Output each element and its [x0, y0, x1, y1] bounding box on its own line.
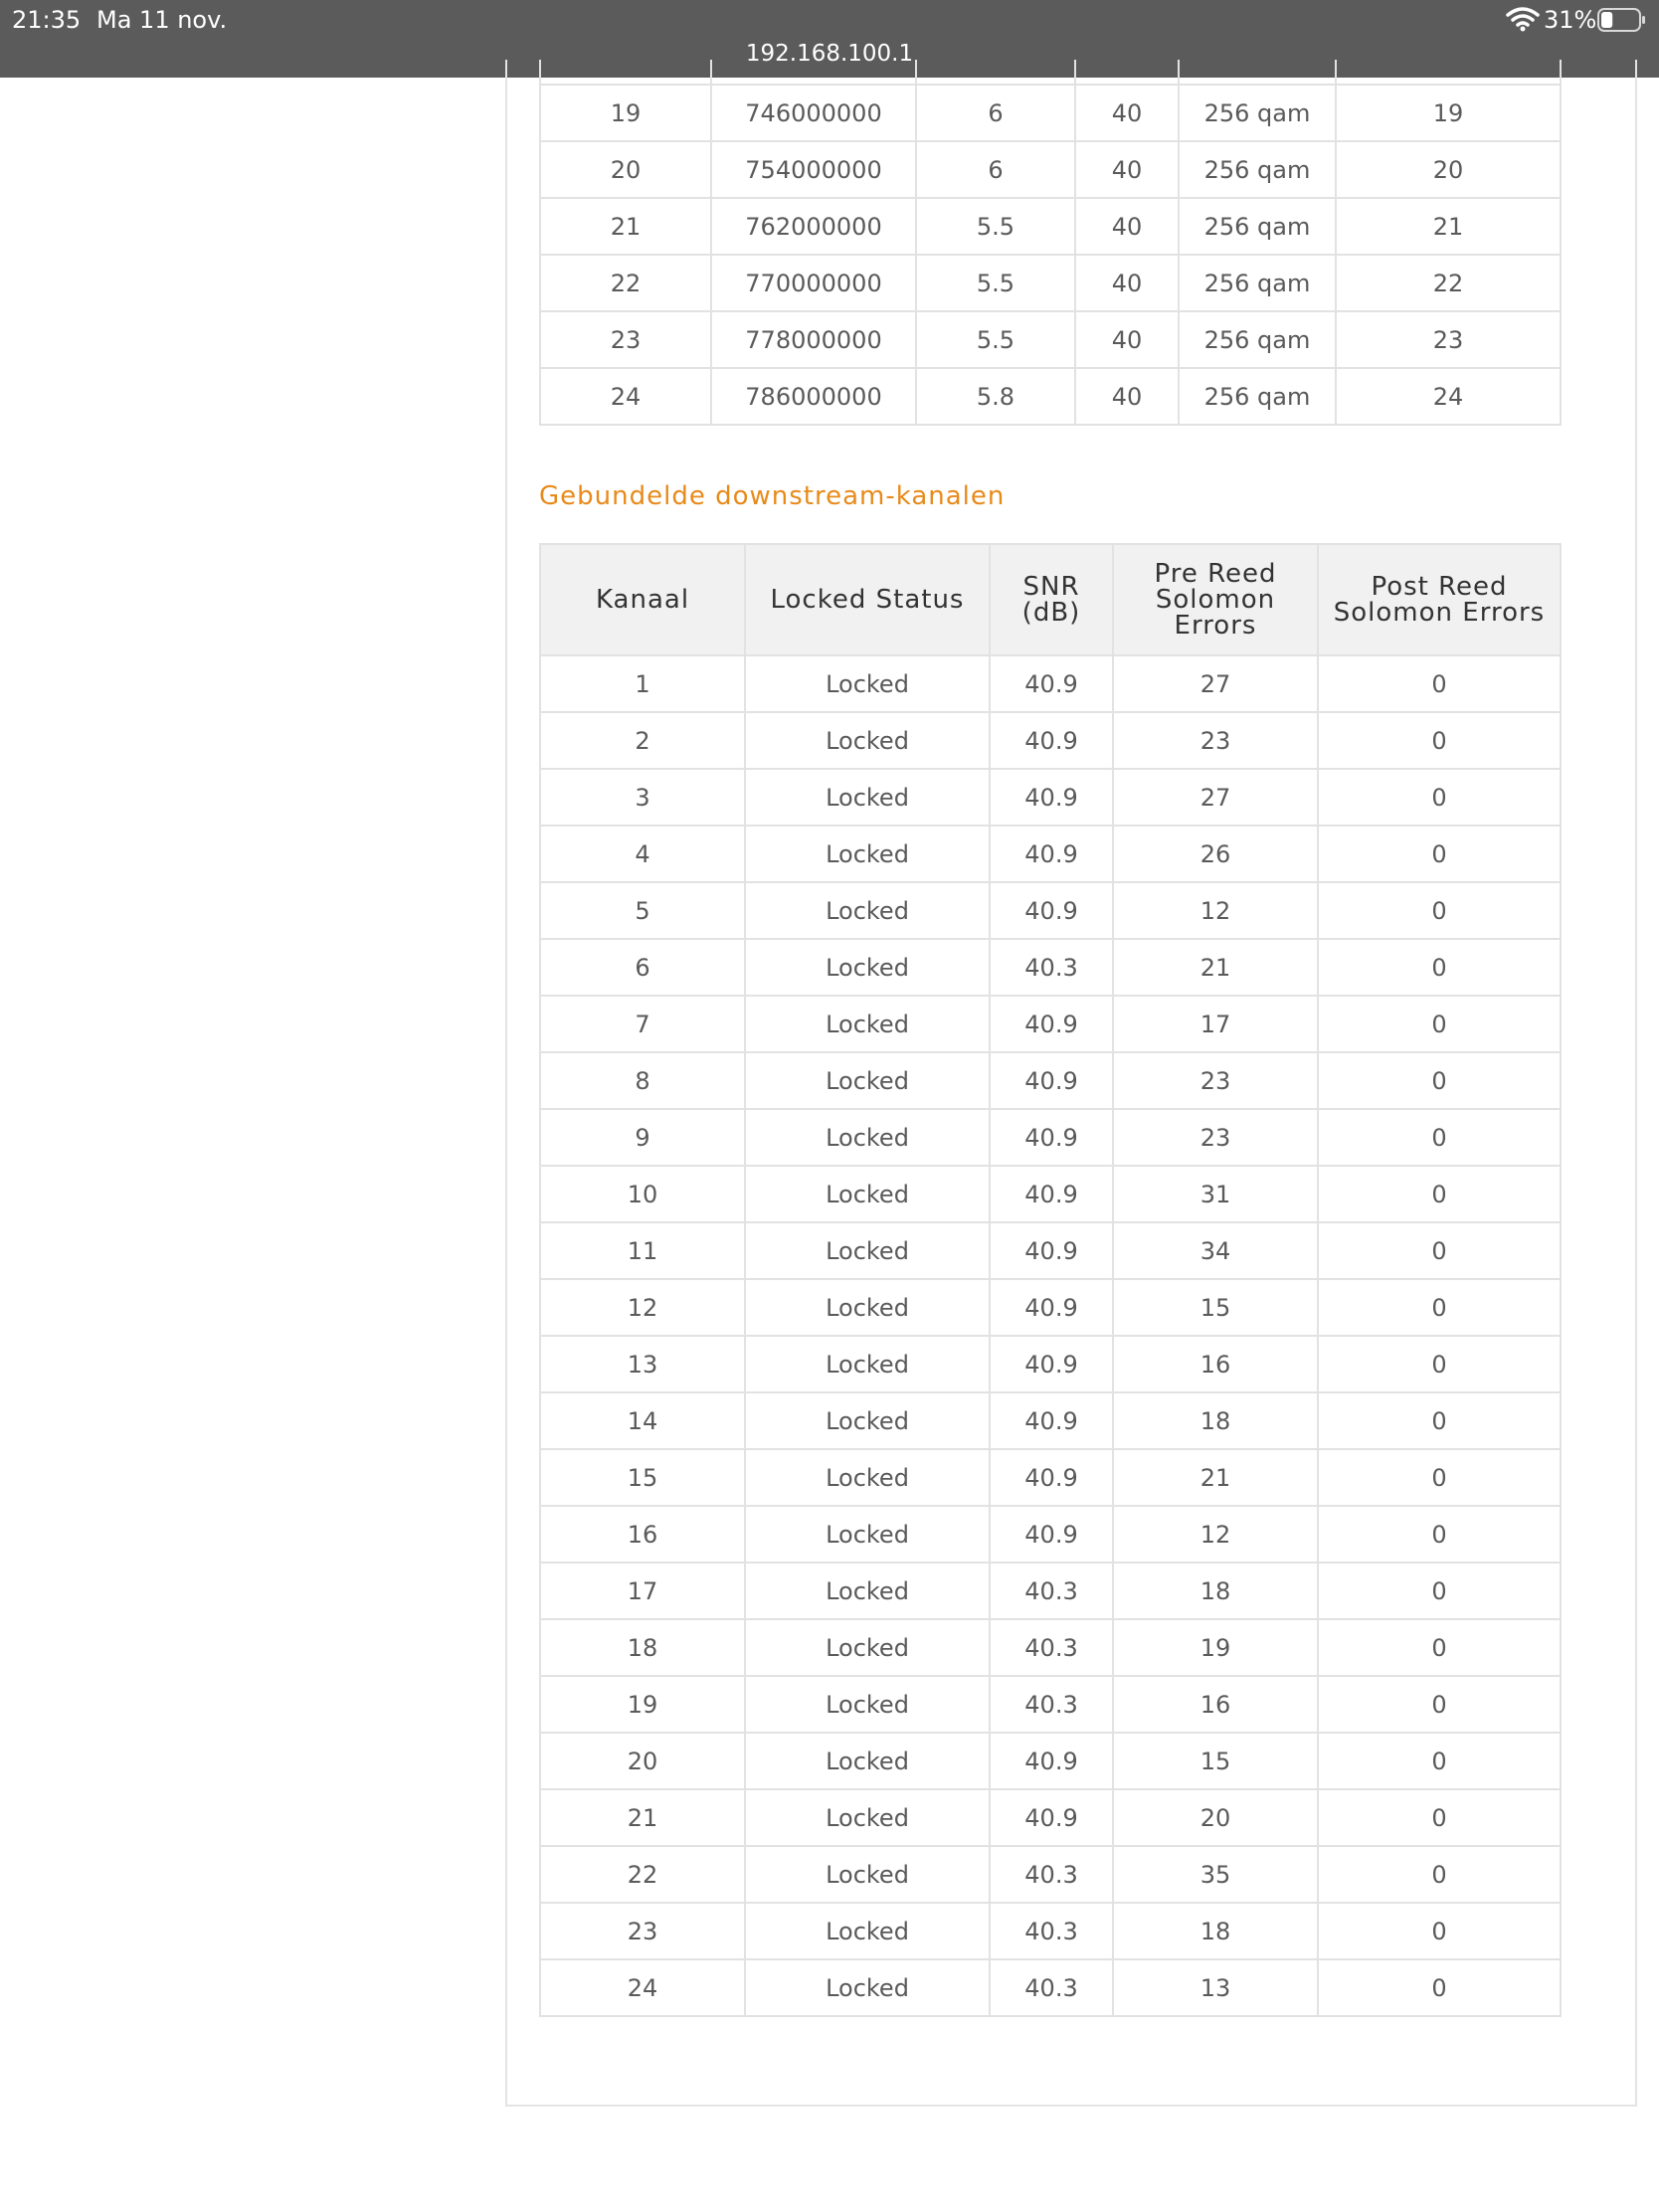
table-cell: 12	[1113, 882, 1318, 939]
table-cell: Locked	[745, 1279, 990, 1336]
table-row	[540, 368, 1561, 425]
table-row-stub	[540, 60, 1561, 85]
table-cell: 40	[1075, 141, 1179, 198]
table-row	[540, 85, 1561, 141]
table-row	[540, 939, 1561, 996]
header-post-rs-errors: Post Reed Solomon Errors	[1318, 544, 1561, 655]
table-cell: 0	[1318, 655, 1561, 712]
table-cell: 24	[1336, 368, 1561, 425]
table-row	[540, 1903, 1561, 1959]
bonded-downstream-table	[539, 543, 1562, 2017]
table-row	[540, 712, 1561, 769]
table-cell: 22	[540, 255, 711, 311]
table-cell: 256 qam	[1179, 141, 1336, 198]
table-cell: 18	[1113, 1903, 1318, 1959]
table-cell: 19	[1336, 85, 1561, 141]
table-cell: 13	[540, 1336, 745, 1392]
table-cell: Locked	[745, 1166, 990, 1222]
table-cell: 27	[1113, 769, 1318, 826]
table-cell: Locked	[745, 1392, 990, 1449]
table-cell: 27	[1113, 655, 1318, 712]
table-cell: 18	[1113, 1392, 1318, 1449]
section-title: Gebundelde downstream-kanalen	[539, 481, 1006, 511]
table-cell: 13	[1113, 1959, 1318, 2016]
table-cell: 762000000	[711, 198, 916, 255]
table-row	[540, 1449, 1561, 1506]
table-cell: 40.9	[990, 655, 1113, 712]
table-cell: 256 qam	[1179, 368, 1336, 425]
table-cell: Locked	[745, 1563, 990, 1619]
table-cell: 24	[540, 368, 711, 425]
table-cell: 40.9	[990, 1052, 1113, 1109]
table-row	[540, 1733, 1561, 1789]
table-cell: 19	[540, 85, 711, 141]
table-cell: 0	[1318, 1619, 1561, 1676]
table-cell: Locked	[745, 826, 990, 882]
table-cell: 21	[1113, 939, 1318, 996]
table-cell: 40	[1075, 85, 1179, 141]
wifi-icon	[1506, 6, 1540, 32]
table-cell: 0	[1318, 882, 1561, 939]
table-cell: 256 qam	[1179, 255, 1336, 311]
table-cell: 6	[540, 939, 745, 996]
header-locked-status: Locked Status	[745, 544, 990, 655]
table-row	[540, 1789, 1561, 1846]
table-cell: 18	[540, 1619, 745, 1676]
battery-percentage: 31%	[1544, 6, 1597, 34]
table-cell: 0	[1318, 1959, 1561, 2016]
table-cell: 0	[1318, 1392, 1561, 1449]
table-cell: 11	[540, 1222, 745, 1279]
table-cell: 40.9	[990, 1506, 1113, 1563]
table-cell: 40.9	[990, 1392, 1113, 1449]
table-cell: 15	[1113, 1279, 1318, 1336]
table-row	[540, 1109, 1561, 1166]
table-cell: 256 qam	[1179, 85, 1336, 141]
table-cell: 23	[1336, 311, 1561, 368]
table-cell: 2	[540, 712, 745, 769]
address-bar-url[interactable]: 192.168.100.1	[745, 41, 914, 67]
table-cell: 22	[540, 1846, 745, 1903]
table-row	[540, 996, 1561, 1052]
table-cell: Locked	[745, 1733, 990, 1789]
table-row	[540, 1506, 1561, 1563]
table-cell: 20	[1113, 1789, 1318, 1846]
table-cell: 21	[540, 198, 711, 255]
table-cell: Locked	[745, 1052, 990, 1109]
table-cell: 40.9	[990, 1279, 1113, 1336]
table-cell: 754000000	[711, 141, 916, 198]
table-cell: 8	[540, 1052, 745, 1109]
table-cell: Locked	[745, 655, 990, 712]
table-cell: 40	[1075, 368, 1179, 425]
table-cell: 16	[540, 1506, 745, 1563]
table-cell: Locked	[745, 1109, 990, 1166]
table-cell: 6	[916, 141, 1075, 198]
table-cell: 40.9	[990, 1733, 1113, 1789]
table-cell: Locked	[745, 1846, 990, 1903]
table-cell: 40	[1075, 198, 1179, 255]
table-cell: 16	[1113, 1676, 1318, 1733]
table-cell: 40.3	[990, 1563, 1113, 1619]
table-cell: 0	[1318, 1336, 1561, 1392]
table-row	[540, 655, 1561, 712]
table-row	[540, 1563, 1561, 1619]
table-row	[540, 255, 1561, 311]
table-cell: 40.9	[990, 769, 1113, 826]
table-cell: 17	[540, 1563, 745, 1619]
table-cell: 778000000	[711, 311, 916, 368]
table-cell: 0	[1318, 1563, 1561, 1619]
table-cell: 19	[540, 1676, 745, 1733]
table-cell: 19	[1113, 1619, 1318, 1676]
table-cell: 23	[540, 1903, 745, 1959]
table-cell: 16	[1113, 1336, 1318, 1392]
table-cell: 40.9	[990, 996, 1113, 1052]
table-cell: 21	[1113, 1449, 1318, 1506]
table-cell: Locked	[745, 1676, 990, 1733]
table-row	[540, 769, 1561, 826]
table-cell: Locked	[745, 1619, 990, 1676]
table-cell: 770000000	[711, 255, 916, 311]
table-cell: Locked	[745, 1959, 990, 2016]
table-cell: Locked	[745, 882, 990, 939]
table-cell: 10	[540, 1166, 745, 1222]
table-cell: 0	[1318, 769, 1561, 826]
table-cell: 40.9	[990, 882, 1113, 939]
battery-level-fill	[1601, 12, 1612, 28]
table-cell: 23	[1113, 712, 1318, 769]
table-cell: 23	[540, 311, 711, 368]
table-cell: 5.8	[916, 368, 1075, 425]
table-cell: Locked	[745, 939, 990, 996]
table-cell: 5.5	[916, 198, 1075, 255]
table-row	[540, 1676, 1561, 1733]
table-row	[540, 1166, 1561, 1222]
table-cell: 5.5	[916, 255, 1075, 311]
status-date: Ma 11 nov.	[96, 6, 228, 34]
status-time: 21:35	[12, 6, 82, 34]
table-cell: 40.3	[990, 939, 1113, 996]
table-cell: 24	[540, 1959, 745, 2016]
table-cell: 0	[1318, 1903, 1561, 1959]
table-cell: 786000000	[711, 368, 916, 425]
table-cell: 40.9	[990, 1109, 1113, 1166]
table-cell: Locked	[745, 1222, 990, 1279]
table-row	[540, 1392, 1561, 1449]
table-row	[540, 198, 1561, 255]
header-pre-rs-errors: Pre Reed Solomon Errors	[1113, 544, 1318, 655]
header-kanaal: Kanaal	[540, 544, 745, 655]
table-cell: 21	[1336, 198, 1561, 255]
table-cell: Locked	[745, 1903, 990, 1959]
table-cell: 4	[540, 826, 745, 882]
table-cell: 26	[1113, 826, 1318, 882]
table-cell: 40.3	[990, 1959, 1113, 2016]
table-cell: 0	[1318, 1166, 1561, 1222]
table-cell: 40.9	[990, 1222, 1113, 1279]
table-cell: 0	[1318, 1222, 1561, 1279]
table-row	[540, 1336, 1561, 1392]
table-cell: 20	[540, 1733, 745, 1789]
table-cell: 40.9	[990, 1336, 1113, 1392]
table-cell: 40	[1075, 311, 1179, 368]
table-cell: 20	[540, 141, 711, 198]
table-cell: 18	[1113, 1563, 1318, 1619]
table-cell: 746000000	[711, 85, 916, 141]
table-cell: Locked	[745, 1506, 990, 1563]
table-cell: 1	[540, 655, 745, 712]
table-cell: 256 qam	[1179, 311, 1336, 368]
table-cell: 0	[1318, 939, 1561, 996]
table-cell: 40.3	[990, 1846, 1113, 1903]
table-cell: 15	[1113, 1733, 1318, 1789]
table-cell: 7	[540, 996, 745, 1052]
table-cell: 21	[540, 1789, 745, 1846]
table-cell: 12	[1113, 1506, 1318, 1563]
table-cell: 14	[540, 1392, 745, 1449]
table-cell: 0	[1318, 1109, 1561, 1166]
table-cell: Locked	[745, 769, 990, 826]
table-row	[540, 1619, 1561, 1676]
table-row	[540, 311, 1561, 368]
table-cell: 0	[1318, 1676, 1561, 1733]
downstream-channel-table	[539, 60, 1562, 426]
table-cell: Locked	[745, 712, 990, 769]
table-cell: 0	[1318, 1449, 1561, 1506]
table-cell: 40	[1075, 255, 1179, 311]
table-cell: 0	[1318, 1279, 1561, 1336]
table-cell: 23	[1113, 1109, 1318, 1166]
table-cell: 0	[1318, 1052, 1561, 1109]
table-row	[540, 1959, 1561, 2016]
battery-icon	[1597, 8, 1647, 32]
table-row	[540, 1222, 1561, 1279]
table-header-row	[540, 544, 1561, 655]
table-cell: 256 qam	[1179, 198, 1336, 255]
table-cell: 0	[1318, 1506, 1561, 1563]
table-cell: 40.9	[990, 712, 1113, 769]
table-cell: Locked	[745, 996, 990, 1052]
table-cell: Locked	[745, 1789, 990, 1846]
table-cell: Locked	[745, 1336, 990, 1392]
table-row	[540, 1279, 1561, 1336]
table-cell: 20	[1336, 141, 1561, 198]
table-cell: 40.3	[990, 1903, 1113, 1959]
table-row	[540, 141, 1561, 198]
table-cell: 40.9	[990, 1166, 1113, 1222]
table-cell: 0	[1318, 1733, 1561, 1789]
table-cell: 5	[540, 882, 745, 939]
table-cell: 6	[916, 85, 1075, 141]
table-row	[540, 826, 1561, 882]
table-cell: 12	[540, 1279, 745, 1336]
table-row	[540, 882, 1561, 939]
table-cell: 0	[1318, 712, 1561, 769]
table-row	[540, 1846, 1561, 1903]
table-cell: 5.5	[916, 311, 1075, 368]
table-cell: Locked	[745, 1449, 990, 1506]
table-cell: 34	[1113, 1222, 1318, 1279]
header-snr: SNR (dB)	[990, 544, 1113, 655]
table-cell: 0	[1318, 826, 1561, 882]
table-cell: 17	[1113, 996, 1318, 1052]
table-cell: 40.9	[990, 1789, 1113, 1846]
table-cell: 9	[540, 1109, 745, 1166]
table-cell: 0	[1318, 996, 1561, 1052]
table-cell: 23	[1113, 1052, 1318, 1109]
table-cell: 22	[1336, 255, 1561, 311]
table-cell: 0	[1318, 1789, 1561, 1846]
table-cell: 35	[1113, 1846, 1318, 1903]
table-cell: 40.3	[990, 1619, 1113, 1676]
table-cell: 40.9	[990, 826, 1113, 882]
table-cell: 15	[540, 1449, 745, 1506]
table-cell: 31	[1113, 1166, 1318, 1222]
table-cell: 40.3	[990, 1676, 1113, 1733]
table-cell: 3	[540, 769, 745, 826]
table-cell: 0	[1318, 1846, 1561, 1903]
table-row	[540, 1052, 1561, 1109]
table-cell: 40.9	[990, 1449, 1113, 1506]
